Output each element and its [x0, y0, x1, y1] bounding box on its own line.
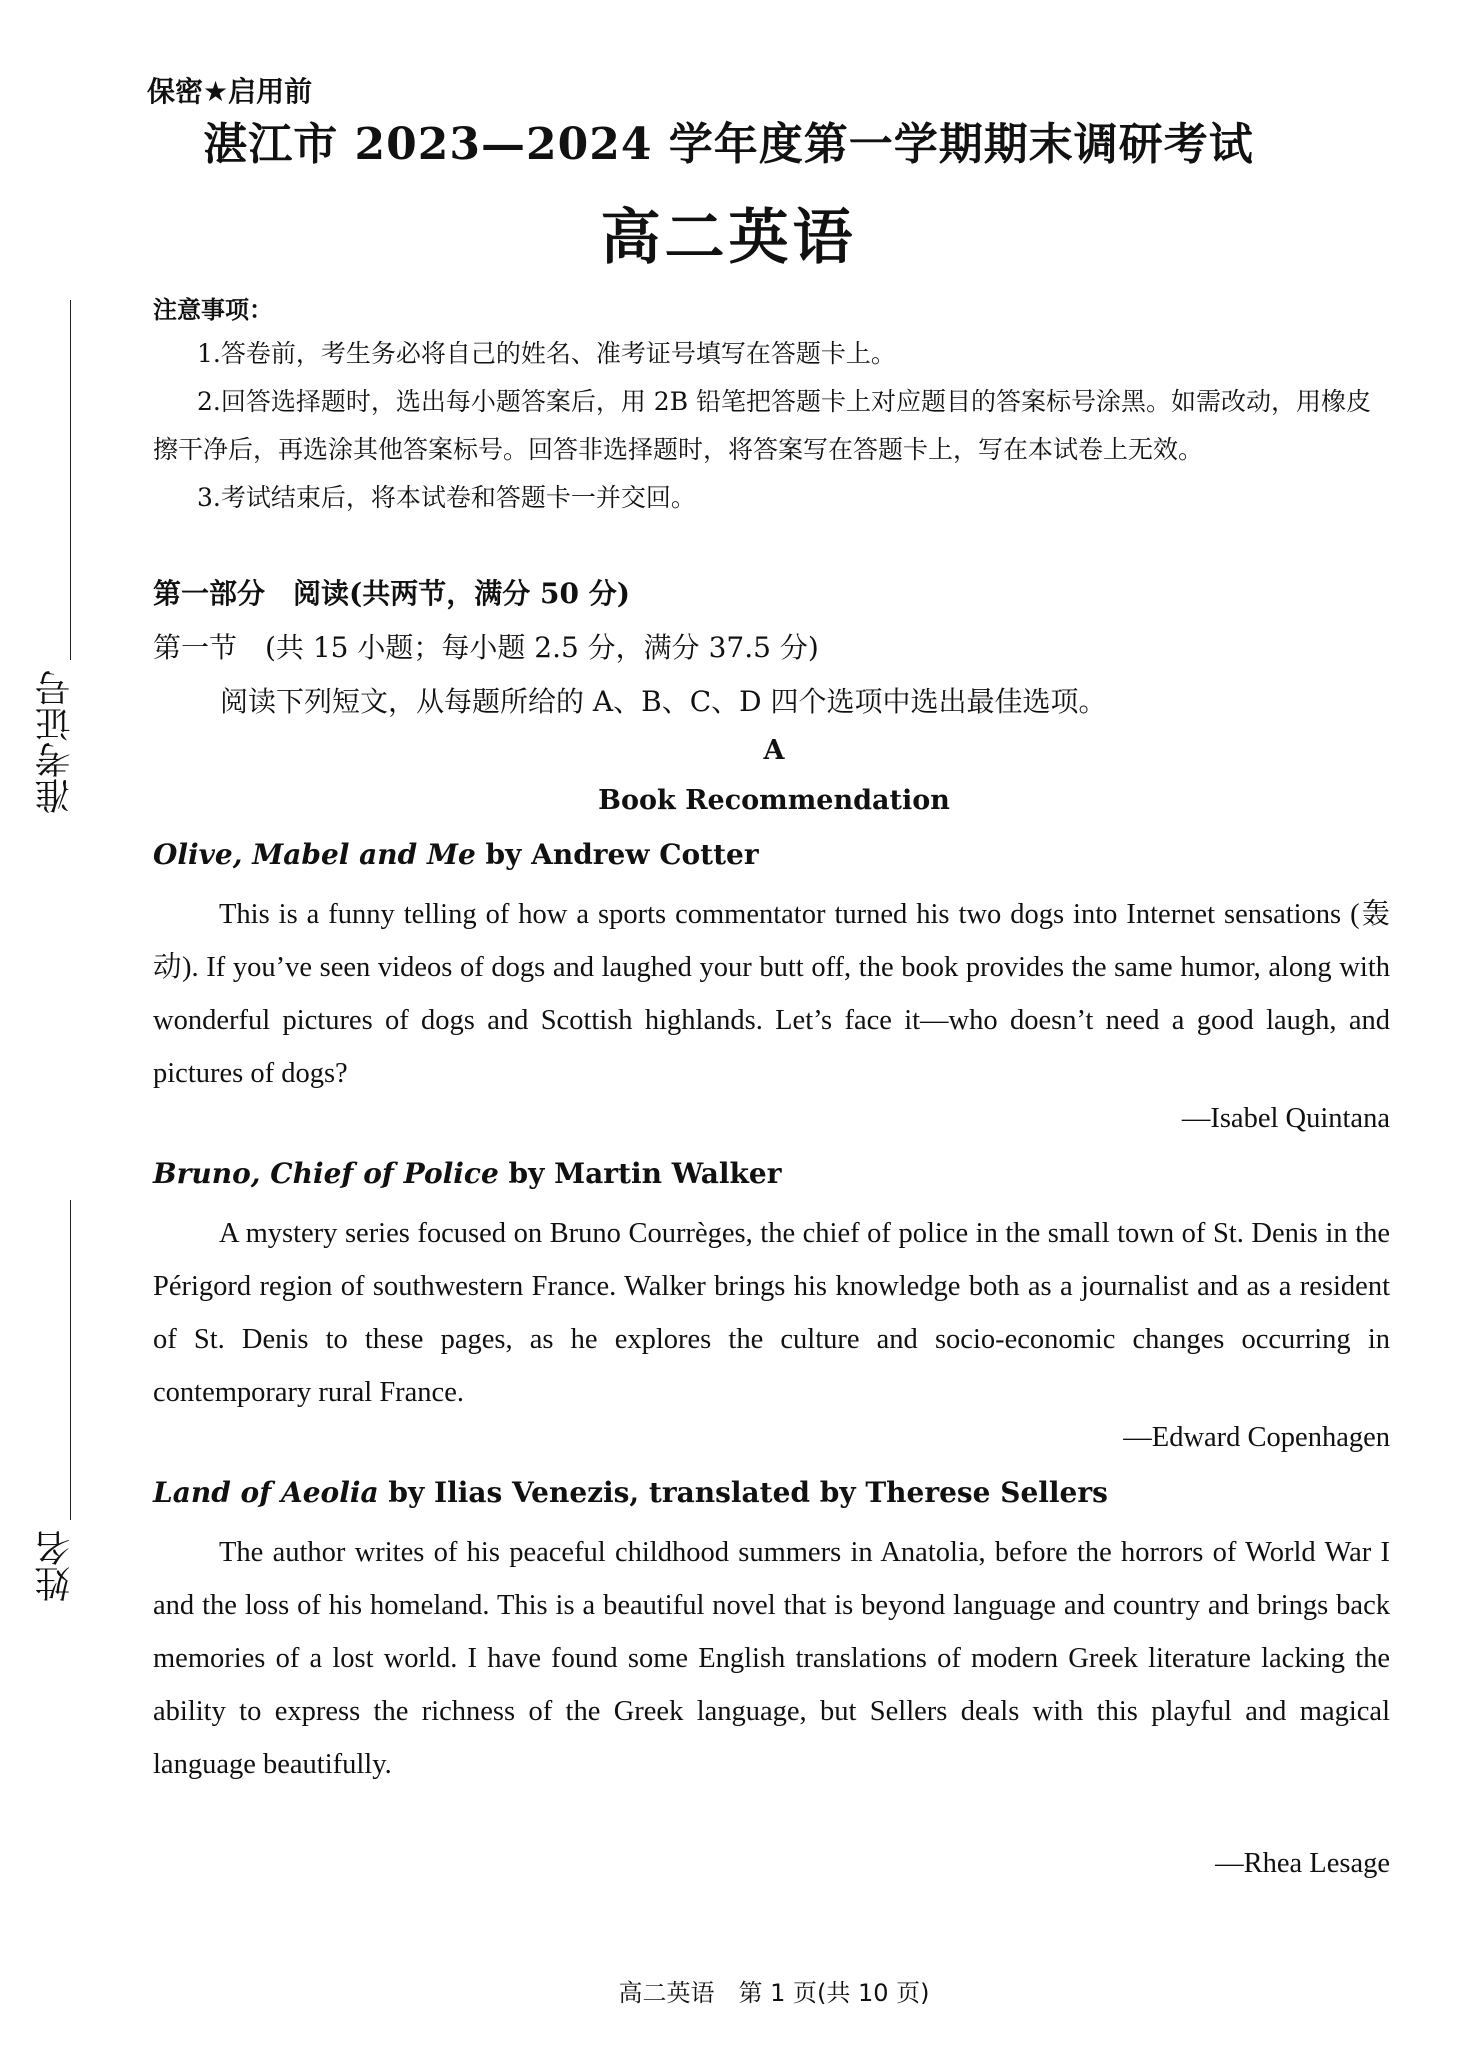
- reviewer-name: —Isabel Quintana: [1181, 1103, 1390, 1134]
- passage-title: Book Recommendation: [598, 785, 950, 816]
- name-label: 姓名: [35, 1530, 76, 1602]
- id-number-label: 准考证号: [35, 670, 76, 814]
- book-title: Olive, Mabel and Me: [153, 838, 476, 871]
- id-number-line: [70, 300, 71, 660]
- notice-item-1: 1.答卷前，考生务必将自己的姓名、准考证号填写在答题卡上。: [197, 339, 896, 368]
- book-heading: [153, 1476, 1108, 1509]
- reviewer-name: —Edward Copenhagen: [1123, 1422, 1390, 1453]
- notice-heading: 注意事项：: [153, 296, 273, 324]
- book-byline: by Ilias Venezis, translated by Therese Sellers: [378, 1476, 1108, 1509]
- part-one-title: 第一部分 阅读(共两节，满分 50 分): [153, 577, 630, 610]
- notice-item-3: 3.考试结束后，将本试卷和答题卡一并交回。: [197, 483, 696, 512]
- book-heading: [153, 1157, 781, 1190]
- passage-letter: A: [763, 735, 785, 766]
- book-title: Bruno, Chief of Police: [153, 1157, 499, 1190]
- section-one-title: 第一节 (共 15 小题；每小题 2.5 分，满分 37.5 分): [153, 631, 819, 664]
- book-heading: [153, 838, 759, 871]
- name-line: [70, 1200, 71, 1520]
- reviewer-name: —Rhea Lesage: [1215, 1848, 1390, 1879]
- notice-item-2: 2.回答选择题时，选出每小题答案后，用 2B 铅笔把答题卡上对应题目的答案标号涂黑。如需改动，用橡皮擦干净后，再选涂其他答案标号。回答非选择题时，将答案写在答题卡上，写在本试卷上无效。: [153, 387, 1372, 464]
- notice-list: [153, 330, 1393, 522]
- book-review: This is a funny telling of how a sports commentator turned his two dogs into Internet sensations (轰动). If you’ve seen videos of dogs and laughed your butt off, the book provides the same humor, along with wonderful pictures of dogs and Scottish highlands. Let’s face it—who doesn’t need a good laugh, and pictures of dogs?: [153, 899, 1390, 1089]
- directions-text: 阅读下列短文，从每题所给的 A、B、C、D 四个选项中选出最佳选项。: [220, 685, 1107, 718]
- book-byline: by Martin Walker: [498, 1157, 782, 1190]
- book-review: A mystery series focused on Bruno Courrèges, the chief of police in the small town of St. Denis in the Périgord region of southwestern France. Walker brings his knowledge both as a journalist and as a resident of St. Denis to these pages, as he explores the culture and socio-economic changes occurring in contemporary rural France.: [153, 1218, 1390, 1408]
- subject-title: 高二英语: [600, 203, 857, 273]
- book-title: Land of Aeolia: [153, 1476, 379, 1509]
- book-review: The author writes of his peaceful childhood summers in Anatolia, before the horrors of World War I and the loss of his homeland. This is a beautiful novel that is beyond language and country and brings back memories of a lost world. I have found some English translations of modern Greek literature lacking the ability to express the richness of the Greek language, but Sellers deals with this playful and magical language beautifully.: [153, 1537, 1390, 1780]
- exam-title: 湛江市 2023—2024 学年度第一学期期末调研考试: [203, 119, 1254, 170]
- book-byline: by Andrew Cotter: [475, 838, 759, 871]
- page-footer: 高二英语 第 1 页(共 10 页): [618, 1979, 930, 2007]
- confidential-mark: 保密★启用前: [147, 75, 313, 108]
